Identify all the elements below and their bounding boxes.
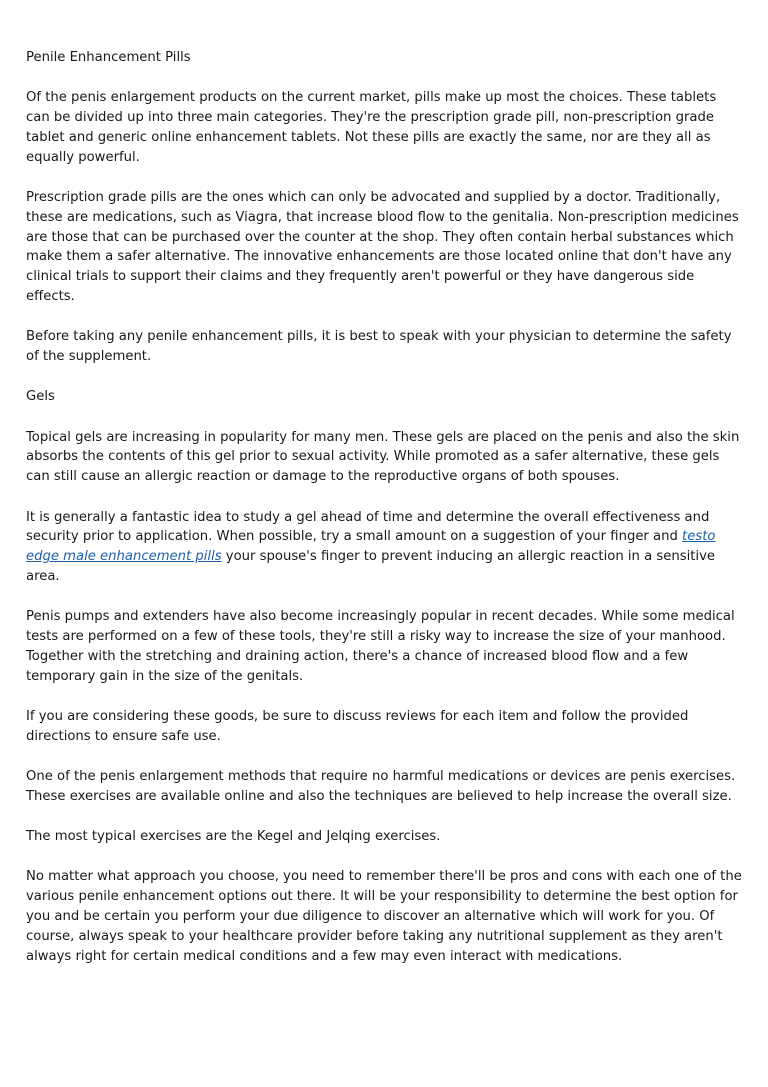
document-page bbox=[26, 48, 742, 987]
paragraph-conclusion: No matter what approach you choose, you need to remember there'll be pros and cons with each one of the various penile enhancement options out there. It will be your responsibility to determine the best option for you and be certain you perform your due diligence to discover an alternative which will work for you. Of course, always speak to your healthcare provider before taking any nutritional supplement as they aren't always right for certain medical conditions and a few may even interact with medications. bbox=[26, 869, 742, 964]
enhancement-pills-link[interactable]: testo edge male enhancement pills bbox=[26, 529, 716, 565]
paragraph-intro: Of the penis enlargement products on the current market, pills make up most the choices. These tablets can be divided up into three main categories. They're the prescription grade pill, non-prescription grade tablet and generic online enhancement tablets. Not these pills are exactly the same, nor are they all as equally powerful. bbox=[26, 90, 717, 165]
paragraph-physician-advice: Before taking any penile enhancement pills, it is best to speak with your physician to determine the safety of the supplement. bbox=[26, 329, 732, 365]
paragraph-topical-gels: Topical gels are increasing in popularity for many men. These gels are placed on the penis and also the skin absorbs the contents of this gel prior to sexual activity. While promoted as a safer alternative, these gels can still cause an allergic reaction or damage to the reproductive organs of both spouses. bbox=[26, 429, 740, 485]
paragraph-gel-testing bbox=[26, 508, 742, 587]
paragraph-gel-testing-before: It is generally a fantastic idea to study a gel ahead of time and determine the overall effectiveness and security prior to application. When possible, try a small amount on a suggestion of your finger and bbox=[26, 509, 710, 545]
paragraph-kegel-jelqing: The most typical exercises are the Kegel and Jelqing exercises. bbox=[26, 829, 441, 845]
paragraph-reviews: If you are considering these goods, be sure to discuss reviews for each item and follow the provided directions to ensure safe use. bbox=[26, 708, 689, 744]
paragraph-exercises: One of the penis enlargement methods that require no harmful medications or devices are penis exercises. These exercises are available online and also the techniques are believed to help increase the overall size. bbox=[26, 769, 736, 804]
paragraph-prescription: Prescription grade pills are the ones which can only be advocated and supplied by a doctor. Traditionally, these are medications, such as Viagra, that increase blood flow to the genitalia. Non-prescription medicines are those that can be purchased over the counter at the shop. They often contain herbal substances which make them a safer alternative. The innovative enhancements are those located online that don't have any clinical trials to support their claims and they frequently aren't powerful or they have dangerous side effects. bbox=[26, 189, 739, 304]
paragraph-pumps-extenders: Penis pumps and extenders have also become increasingly popular in recent decades. While some medical tests are performed on a few of these tools, they're still a risky way to increase the size of your manhood. Together with the stretching and draining action, there's a chance of increased blood flow and a few temporary gain in the size of the genitals. bbox=[26, 609, 735, 684]
section-heading-gels: Gels bbox=[26, 389, 55, 405]
paragraph-gel-testing-after: your spouse's finger to prevent inducing an allergic reaction in a sensitive area. bbox=[26, 549, 715, 584]
document-title: Penile Enhancement Pills bbox=[26, 50, 191, 65]
